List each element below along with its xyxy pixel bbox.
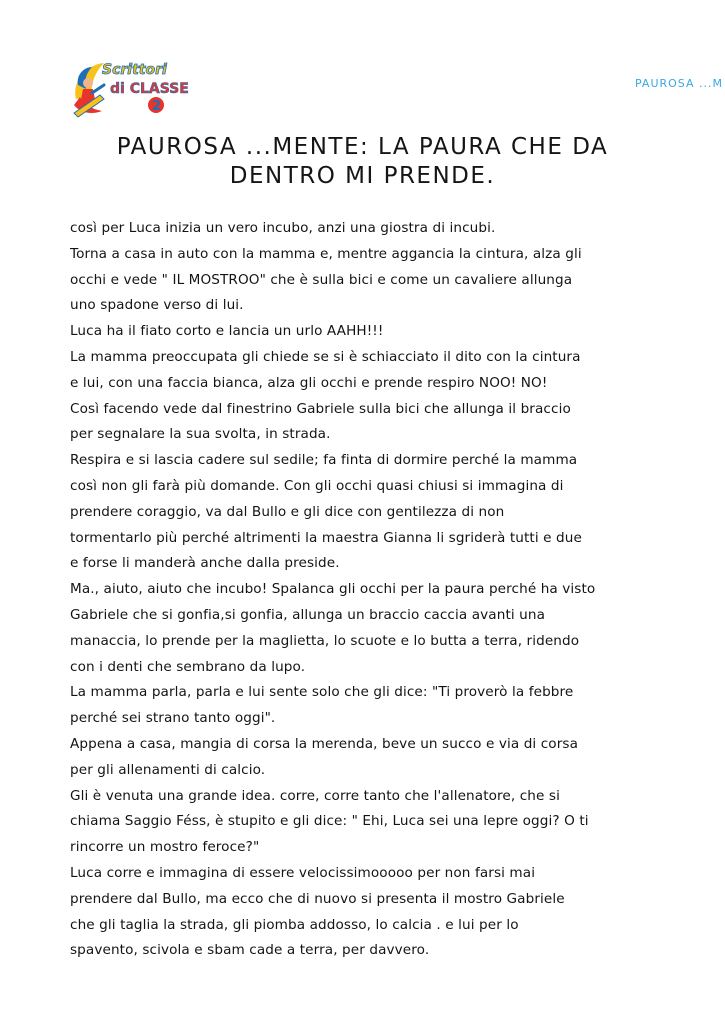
text-line: per segnalare la sua svolta, in strada.: [70, 426, 331, 443]
logo-line2: di CLASSE: [110, 81, 189, 97]
story-body: [70, 216, 670, 964]
text-line: tormentarlo più perché altrimenti la maestra Gianna li sgriderà tutti e due: [70, 529, 582, 546]
text-line: e forse li manderà anche dalla preside.: [70, 555, 340, 572]
text-line: Così facendo vede dal finestrino Gabriele sulla bici che allunga il braccio: [70, 400, 571, 417]
text-line: La mamma parla, parla e lui sente solo che gli dice: "Ti proverò la febbre: [70, 684, 574, 701]
text-line: per gli allenamenti di calcio.: [70, 761, 266, 778]
scrittori-di-classe-logo: [70, 55, 190, 120]
text-line: con i denti che sembrano da lupo.: [70, 658, 306, 675]
logo-number: 2: [152, 99, 162, 114]
text-line: Appena a casa, mangia di corsa la merenda, beve un succo e via di corsa: [70, 735, 579, 752]
text-line: così non gli farà più domande. Con gli occhi quasi chiusi si immagina di: [70, 477, 564, 494]
text-line: spavento, scivola e sbam cade a terra, per davvero.: [70, 942, 430, 959]
text-line: Luca corre e immagina di essere velocissimooooo per non farsi mai: [70, 864, 536, 881]
text-line: prendere coraggio, va dal Bullo e gli dice con gentilezza di non: [70, 503, 505, 520]
text-line: occhi e vede " IL MOSTROO" che è sulla bici e come un cavaliere allunga: [70, 271, 573, 288]
text-line: Gabriele che si gonfia,si gonfia, allunga un braccio caccia avanti una: [70, 606, 546, 623]
text-line: manaccia, lo prende per la maglietta, lo scuote e lo butta a terra, ridendo: [70, 632, 580, 649]
text-line: Respira e si lascia cadere sul sedile; fa finta di dormire perché la mamma: [70, 452, 578, 469]
text-line: prendere dal Bullo, ma ecco che di nuovo si presenta il mostro Gabriele: [70, 890, 565, 907]
text-line: così per Luca inizia un vero incubo, anzi una giostra di incubi.: [70, 220, 496, 236]
text-line: uno spadone verso di lui.: [70, 297, 244, 314]
page-title: [60, 133, 665, 191]
logo-line1: Scrittori: [102, 62, 167, 78]
text-line: rincorre un mostro feroce?": [70, 839, 260, 856]
text-line: e lui, con una faccia bianca, alza gli occhi e prende respiro NOO! NO!: [70, 374, 548, 391]
text-line: perché sei strano tanto oggi".: [70, 710, 276, 727]
title-line-1: PAUROSA ...MENTE: LA PAURA CHE DA: [116, 134, 609, 160]
text-line: Torna a casa in auto con la mamma e, mentre aggancia la cintura, alza gli: [70, 245, 582, 262]
title-line-2: DENTRO MI PRENDE.: [229, 163, 496, 189]
text-line: La mamma preoccupata gli chiede se si è schiacciato il dito con la cintura: [70, 348, 581, 365]
text-line: Luca ha il fiato corto e lancia un urlo AAHH!!!: [70, 323, 384, 340]
text-line: Gli è venuta una grande idea. corre, corre tanto che l'allenatore, che si: [70, 787, 560, 804]
running-header: PAUROSA ...M: [635, 77, 723, 90]
text-line: che gli taglia la strada, gli piomba addosso, lo calcia . e lui per lo: [70, 916, 519, 933]
text-line: Ma., aiuto, aiuto che incubo! Spalanca gli occhi per la paura perché ha visto: [70, 581, 596, 598]
text-line: chiama Saggio Féss, è stupito e gli dice: " Ehi, Luca sei una lepre oggi? O ti: [70, 813, 589, 830]
